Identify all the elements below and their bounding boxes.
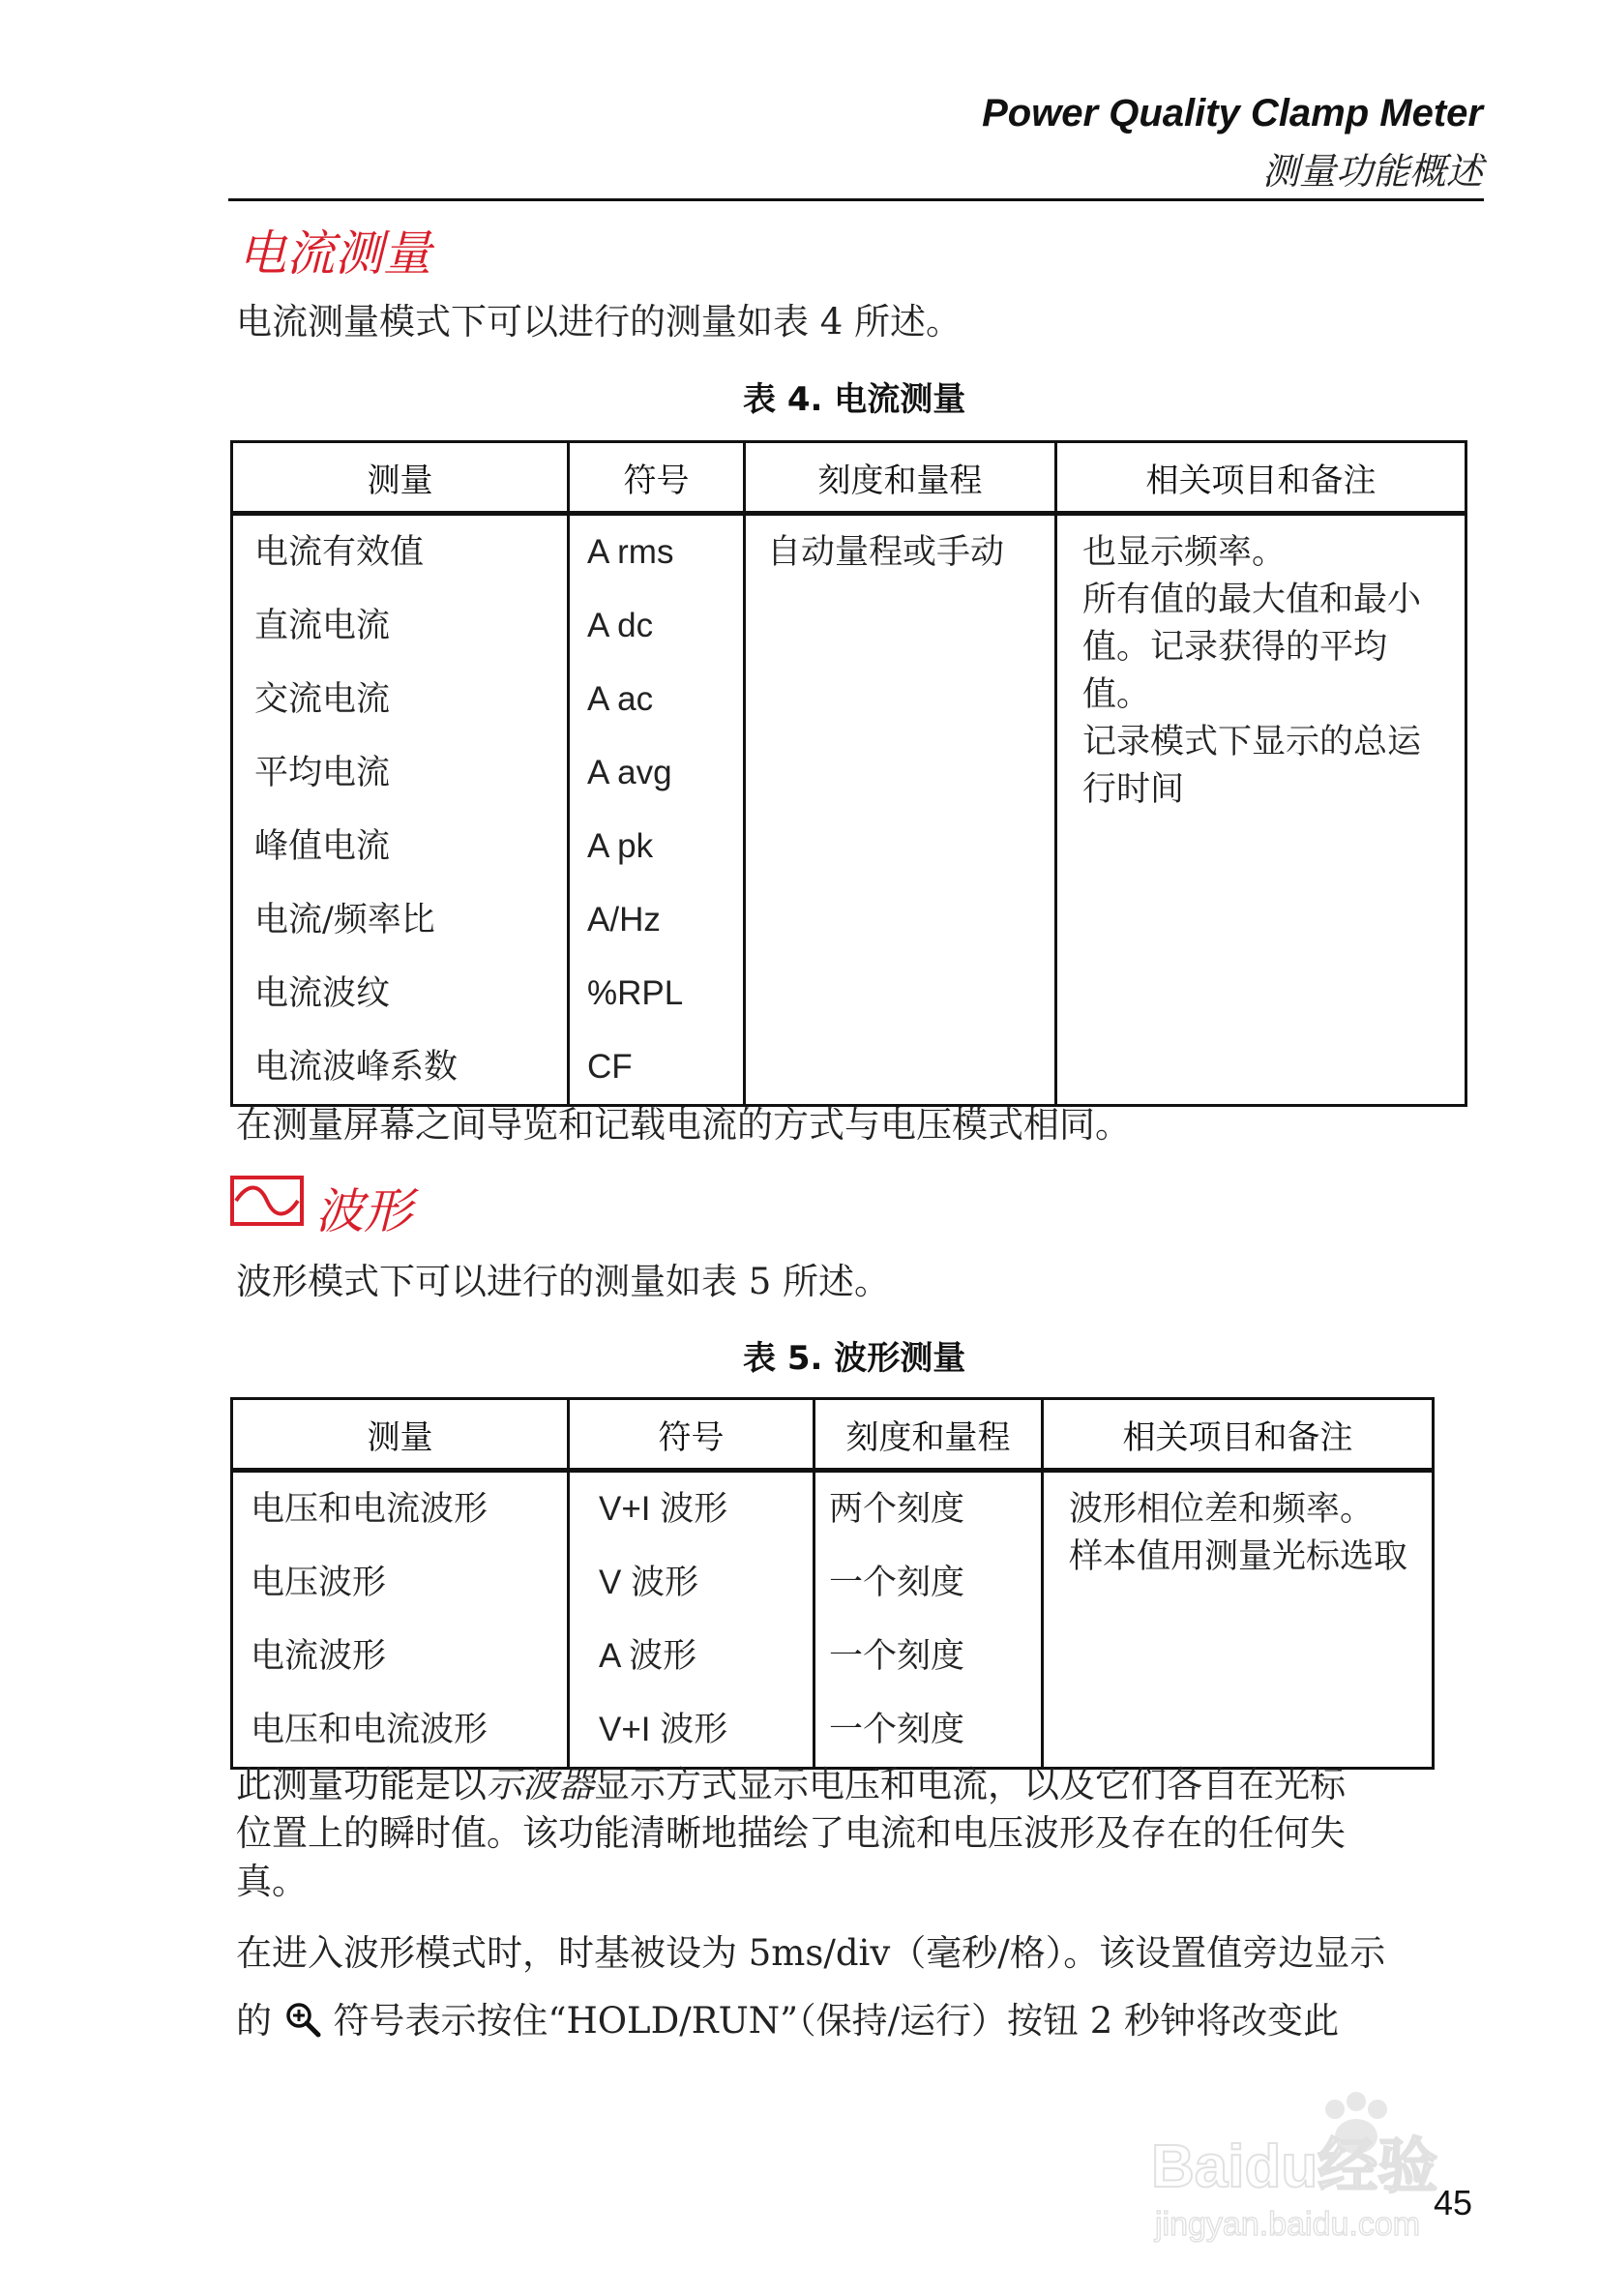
table4-caption: 表 4. 电流测量 bbox=[743, 380, 966, 419]
table-cell: 电流有效值 bbox=[254, 533, 425, 572]
table5 bbox=[230, 1397, 1435, 1770]
section2-body1-line1: 此测量功能是以示波器显示方式显示电压和电流，以及它们各自在光标 bbox=[236, 1764, 1346, 1805]
table5-header-notes: 相关项目和备注 bbox=[1043, 1399, 1434, 1471]
section2-body1-line2: 位置上的瞬时值。该功能清晰地描绘了电流和电压波形及存在的任何失 bbox=[236, 1812, 1346, 1854]
oscilloscope-term: 示波器 bbox=[487, 1764, 594, 1805]
watermark-brand: Baidu经验 bbox=[1151, 2133, 1438, 2200]
table5-header-measure: 测量 bbox=[232, 1399, 569, 1471]
note-line: 所有值的最大值和最小 bbox=[1082, 581, 1422, 619]
table4-symbol-col bbox=[569, 514, 745, 1106]
note-line: 值。 bbox=[1082, 675, 1151, 714]
table-cell: A pk bbox=[587, 827, 654, 865]
table-cell: 直流电流 bbox=[254, 607, 391, 645]
table-cell: 电流波形 bbox=[251, 1637, 387, 1676]
table5-header-symbol: 符号 bbox=[569, 1399, 814, 1471]
table-cell: A/Hz bbox=[587, 901, 661, 939]
section1-after: 在测量屏幕之间导览和记载电流的方式与电压模式相同。 bbox=[236, 1104, 1131, 1146]
header-divider bbox=[228, 198, 1484, 201]
section2-body2-line1: 在进入波形模式时，时基被设为 5ms/div（毫秒/格）。该设置值旁边显示 bbox=[236, 1932, 1386, 1974]
table-cell: 电压波形 bbox=[251, 1564, 387, 1602]
note-line: 样本值用测量光标选取 bbox=[1069, 1537, 1408, 1576]
page-number: 45 bbox=[1434, 2183, 1473, 2222]
table-cell: 两个刻度 bbox=[829, 1490, 965, 1529]
table5-header-scale: 刻度和量程 bbox=[814, 1399, 1043, 1471]
section-title-current: 电流测量 bbox=[238, 225, 431, 282]
note-line: 波形相位差和频率。 bbox=[1069, 1490, 1375, 1529]
note-line: 记录模式下显示的总运 bbox=[1082, 723, 1422, 761]
table-cell: 电流/频率比 bbox=[254, 901, 435, 939]
baidu-watermark bbox=[1141, 2080, 1528, 2254]
header-subtitle: 测量功能概述 bbox=[1261, 150, 1483, 193]
table5-caption: 表 5. 波形测量 bbox=[743, 1339, 966, 1378]
zoom-icon bbox=[283, 2000, 322, 2039]
note-line: 也显示频率。 bbox=[1082, 533, 1287, 572]
table5-notes-col bbox=[1043, 1471, 1434, 1769]
section1-intro: 电流测量模式下可以进行的测量如表 4 所述。 bbox=[236, 301, 962, 343]
table4-notes-col bbox=[1056, 514, 1466, 1106]
note-line: 值。记录获得的平均 bbox=[1082, 628, 1388, 667]
table-cell: CF bbox=[587, 1048, 633, 1086]
section2-body2-line2: 的 符号表示按住“HOLD/RUN”（保持/运行）按钮 2 秒钟将改变此 bbox=[236, 2000, 1340, 2042]
table4-header-scale: 刻度和量程 bbox=[745, 442, 1056, 514]
table-cell: V+I 波形 bbox=[599, 1711, 728, 1748]
table-cell: A ac bbox=[587, 680, 654, 718]
table-cell: 自动量程或手动 bbox=[767, 533, 1005, 572]
section2-body1-line3: 真。 bbox=[236, 1861, 308, 1902]
table-cell: %RPL bbox=[587, 974, 684, 1012]
table4-header-notes: 相关项目和备注 bbox=[1056, 442, 1466, 514]
table-cell: 电流波峰系数 bbox=[254, 1048, 459, 1087]
table-cell: 一个刻度 bbox=[829, 1564, 965, 1602]
section2-intro: 波形模式下可以进行的测量如表 5 所述。 bbox=[236, 1261, 891, 1302]
table-cell: 电压和电流波形 bbox=[251, 1490, 489, 1529]
table-cell: 电压和电流波形 bbox=[251, 1711, 489, 1749]
table-cell: 峰值电流 bbox=[254, 827, 391, 866]
section-title-waveform: 波形 bbox=[315, 1183, 412, 1239]
table-cell: 电流波纹 bbox=[254, 974, 391, 1013]
note-line: 行时间 bbox=[1082, 770, 1185, 809]
header-title: Power Quality Clamp Meter bbox=[982, 92, 1483, 134]
table-cell: 一个刻度 bbox=[829, 1637, 965, 1676]
table5-symbol-col bbox=[569, 1471, 814, 1769]
table4-header-measure: 测量 bbox=[232, 442, 569, 514]
table-cell: 平均电流 bbox=[254, 754, 391, 792]
table-cell: A dc bbox=[587, 607, 654, 644]
table4-header-symbol: 符号 bbox=[569, 442, 745, 514]
waveform-icon bbox=[230, 1176, 304, 1226]
table-cell: V+I 波形 bbox=[599, 1490, 728, 1528]
table4-scale-col bbox=[745, 514, 1056, 1106]
table-cell: 交流电流 bbox=[254, 680, 391, 719]
table4-measure-col bbox=[232, 514, 569, 1106]
table-cell: 一个刻度 bbox=[829, 1711, 965, 1749]
watermark-url: jingyan.baidu.com bbox=[1155, 2206, 1421, 2243]
table-cell: A 波形 bbox=[599, 1637, 697, 1675]
table4 bbox=[230, 440, 1467, 1107]
table-cell: A rms bbox=[587, 533, 674, 571]
table5-measure-col bbox=[232, 1471, 569, 1769]
table5-scale-col bbox=[814, 1471, 1043, 1769]
table-cell: V 波形 bbox=[599, 1564, 699, 1601]
table-cell: A avg bbox=[587, 754, 672, 791]
